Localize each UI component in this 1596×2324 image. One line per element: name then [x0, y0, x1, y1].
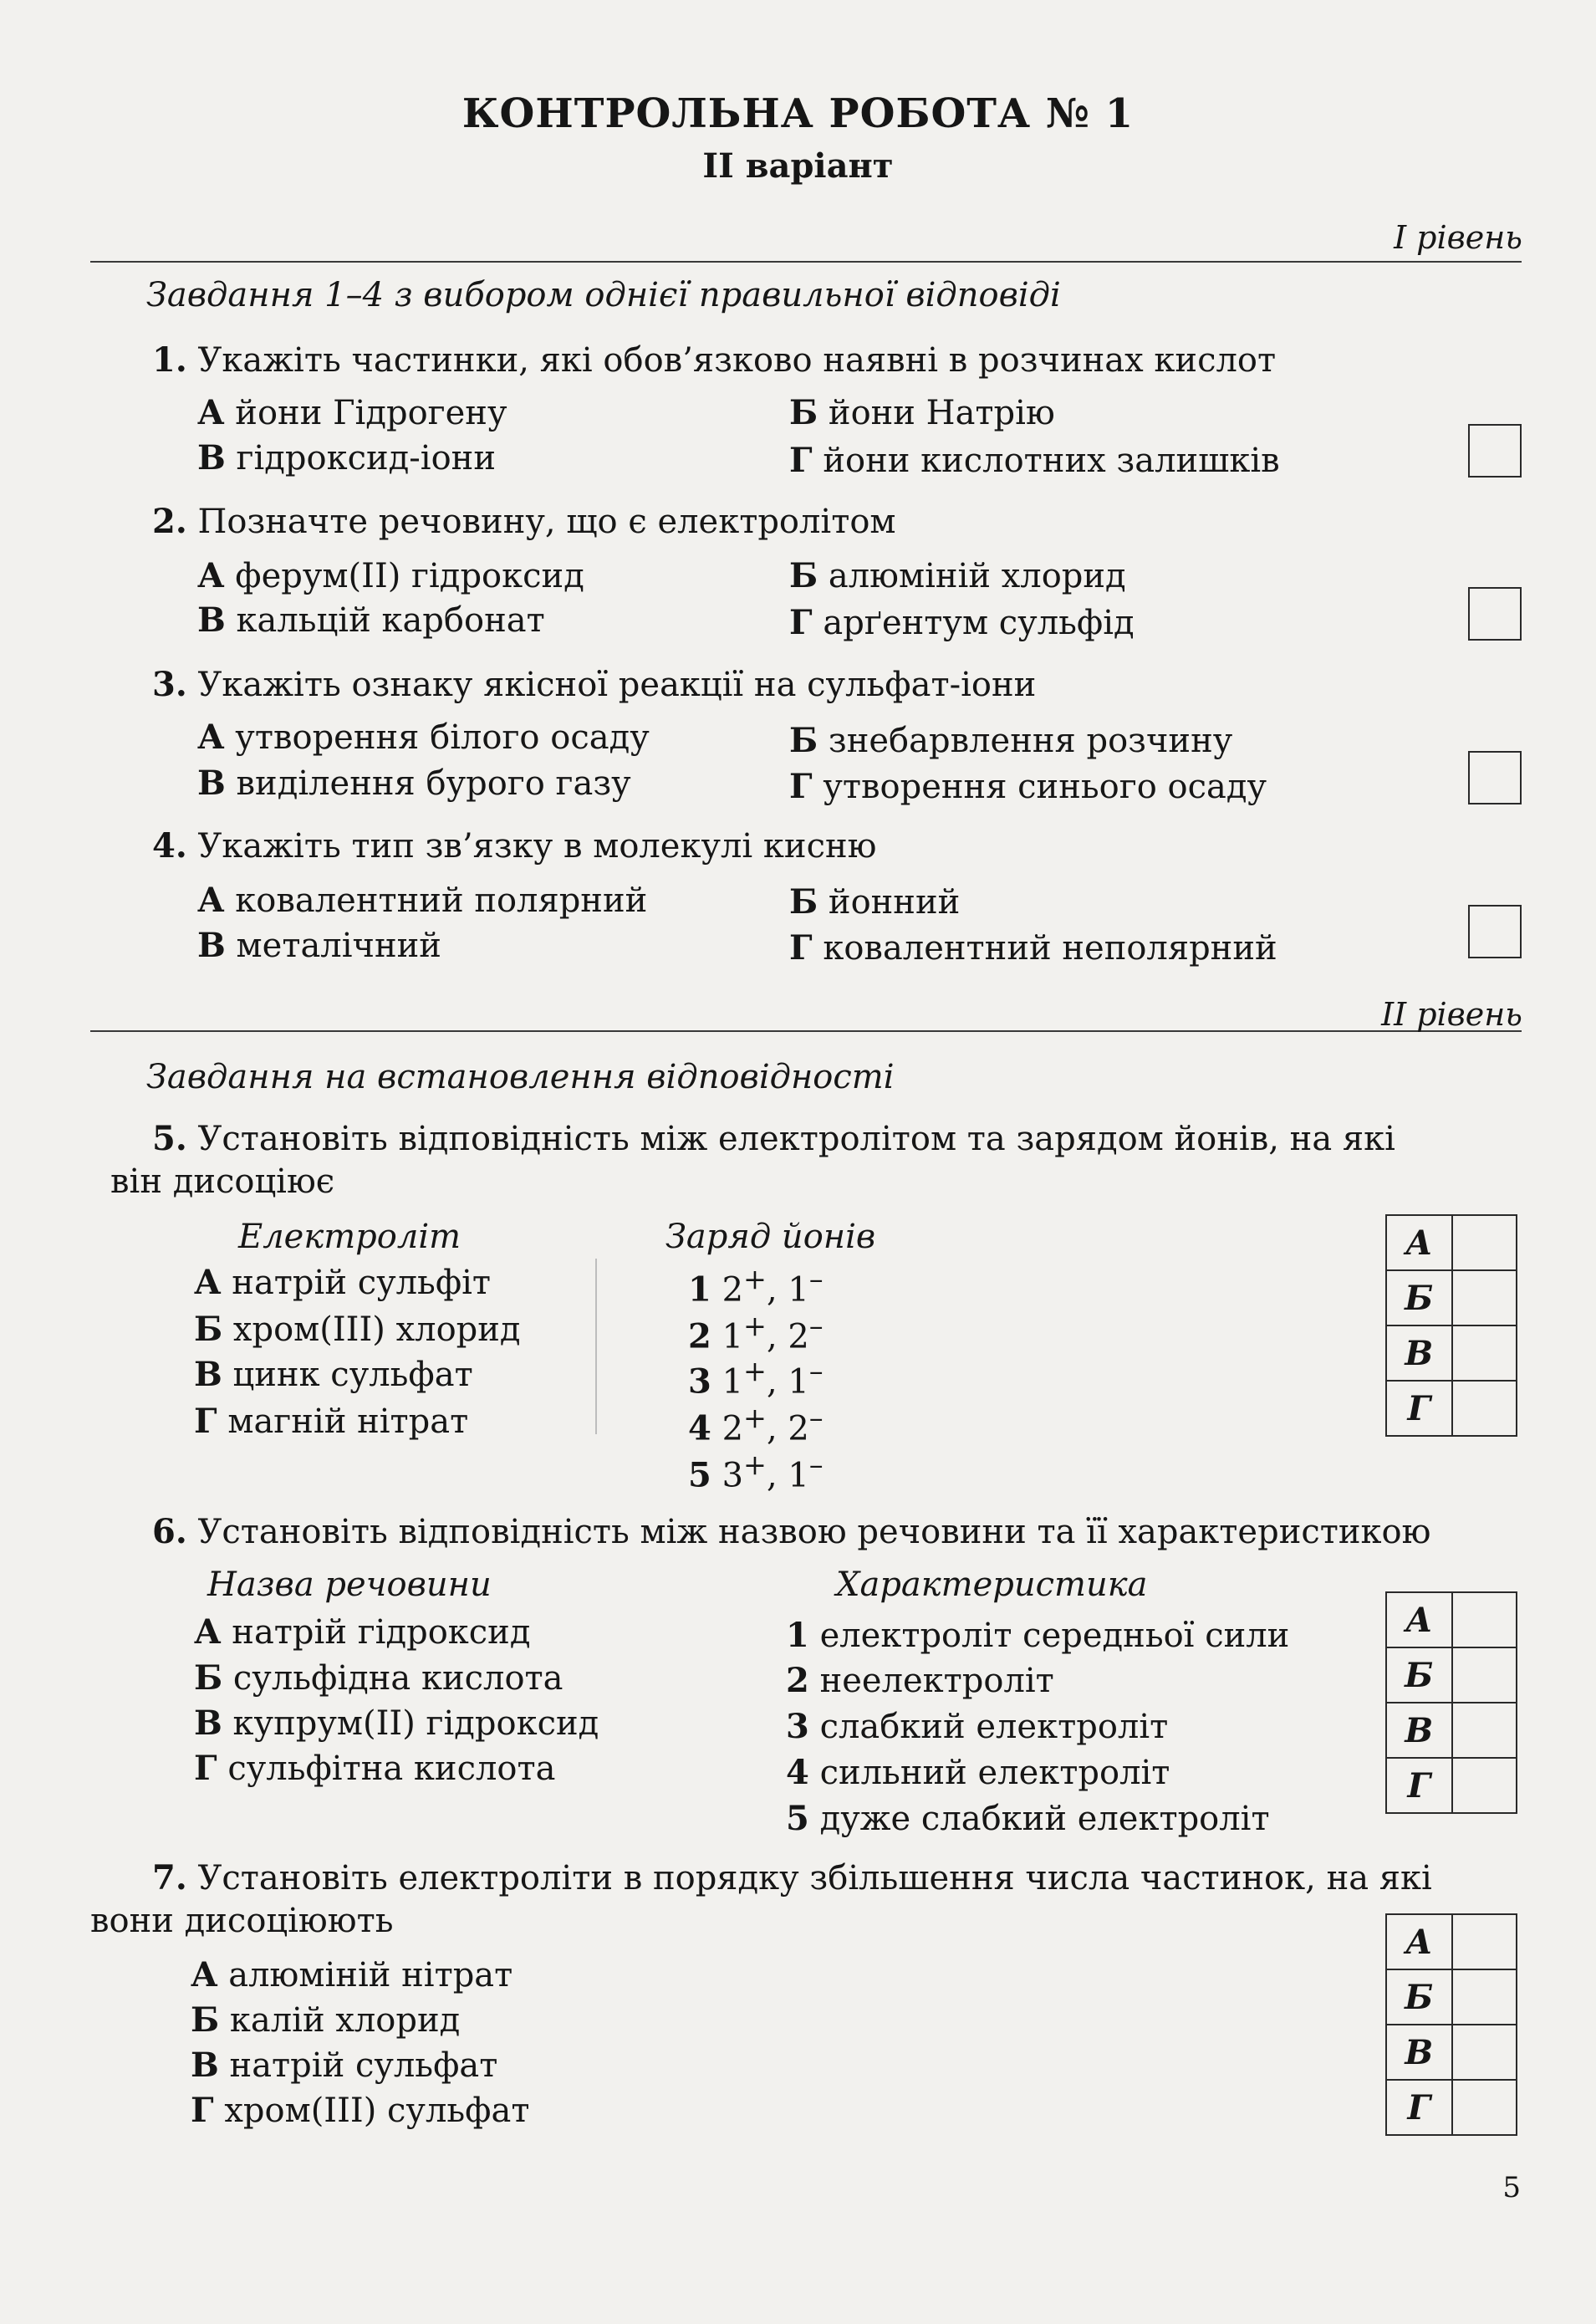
grid-cell[interactable]: [1452, 1703, 1517, 1758]
column-header-substance: Назва речовини: [207, 1566, 492, 1604]
option-g: Г арґентум сульфід: [789, 603, 1135, 642]
variant-title: II варіант: [702, 146, 894, 186]
answer-grid-6: [1385, 1591, 1517, 1814]
grid-cell[interactable]: [1452, 1381, 1517, 1436]
grid-label-a: А: [1386, 1914, 1452, 1969]
option-a: А ферум(II) гідроксид: [197, 556, 584, 595]
question-text: Позначте речовину, що є електролітом: [197, 503, 896, 541]
answer-grid-7: [1385, 1913, 1517, 2136]
option-v: В гідроксид-іони: [197, 438, 496, 478]
grid-cell[interactable]: [1452, 2080, 1517, 2135]
section-2-heading: Завдання на встановлення відповідності: [146, 1058, 895, 1096]
grid-cell[interactable]: [1452, 1647, 1517, 1703]
section-1-heading: Завдання 1–4 з вибором однієї правильної відповіді: [146, 276, 1061, 314]
answer-box-4[interactable]: [1468, 905, 1522, 958]
answer-box-2[interactable]: [1468, 587, 1522, 641]
grid-cell[interactable]: [1452, 1325, 1517, 1381]
grid-label-a: А: [1386, 1215, 1452, 1270]
q5-right-5: 5 3+, 1–: [688, 1448, 823, 1495]
question-5: 5. Установіть відповідність між електролітом та зарядом йонів, на які: [152, 1119, 1395, 1158]
level-1-label: I рівень: [1394, 219, 1522, 256]
grid-cell[interactable]: [1452, 1914, 1517, 1969]
q6-right-5: 5 дуже слабкий електроліт: [786, 1799, 1270, 1838]
option-b: Б знебарвлення розчину: [789, 721, 1233, 760]
grid-label-a: А: [1386, 1592, 1452, 1647]
q6-right-4: 4 сильний електроліт: [786, 1753, 1170, 1792]
grid-label-g: Г: [1386, 1381, 1452, 1436]
question-text: Укажіть тип зв’язку в молекулі кисню: [197, 827, 877, 866]
column-separator: [595, 1259, 597, 1434]
q5-left-b: Б хром(III) хлорид: [194, 1310, 521, 1349]
grid-label-b: Б: [1386, 1647, 1452, 1703]
q6-left-b: Б сульфідна кислота: [194, 1658, 563, 1698]
option-g: Г утворення синього осаду: [789, 767, 1267, 806]
answer-box-1[interactable]: [1468, 424, 1522, 478]
q5-right-3: 3 1+, 1–: [688, 1355, 823, 1402]
question-text: Укажіть частинки, які обов’язково наявні в розчинах кислот: [197, 341, 1277, 380]
q5-right-2: 2 1+, 2–: [688, 1310, 823, 1356]
column-header-characteristic: Характеристика: [836, 1566, 1148, 1604]
grid-cell[interactable]: [1452, 1215, 1517, 1270]
q6-right-2: 2 неелектроліт: [786, 1661, 1054, 1700]
q7-item-b: Б калій хлорид: [191, 2000, 461, 2040]
option-b: Б йони Натрію: [789, 393, 1055, 432]
level-2-label: II рівень: [1381, 996, 1522, 1033]
option-a: А утворення білого осаду: [197, 718, 650, 757]
option-b: Б йонний: [789, 882, 961, 922]
grid-label-v: В: [1386, 2025, 1452, 2080]
page-title: КОНТРОЛЬНА РОБОТА № 1: [461, 90, 1135, 137]
question-1: 1. Укажіть частинки, які обов’язково наявні в розчинах кислот: [152, 340, 1277, 380]
q5-left-g: Г магній нітрат: [194, 1402, 469, 1441]
question-text: Установіть відповідність між електролітом та зарядом йонів, на які: [197, 1120, 1395, 1158]
question-text: Установіть відповідність між назвою речовини та її характеристикою: [197, 1513, 1431, 1551]
option-a: А ковалентний полярний: [197, 881, 648, 920]
question-5-text-cont: він дисоціює: [110, 1162, 335, 1201]
divider: [90, 1030, 1522, 1032]
grid-cell[interactable]: [1452, 2025, 1517, 2080]
option-g: Г ковалентний неполярний: [789, 928, 1277, 968]
grid-label-v: В: [1386, 1325, 1452, 1381]
grid-label-b: Б: [1386, 1969, 1452, 2025]
answer-grid-5: [1385, 1214, 1517, 1437]
option-v: В металічний: [197, 926, 441, 965]
q6-left-a: А натрій гідроксид: [194, 1612, 531, 1652]
column-header-ion-charge: Заряд йонів: [665, 1218, 876, 1256]
grid-label-v: В: [1386, 1703, 1452, 1758]
divider: [90, 261, 1522, 263]
question-7-text-cont: вони дисоціюють: [90, 1902, 394, 1940]
q6-left-v: В купрум(II) гідроксид: [194, 1703, 599, 1743]
q7-item-g: Г хром(III) сульфат: [191, 2091, 530, 2130]
question-6: 6. Установіть відповідність між назвою речовини та її характеристикою: [152, 1512, 1431, 1551]
grid-label-g: Г: [1386, 1758, 1452, 1813]
q6-right-3: 3 слабкий електроліт: [786, 1707, 1169, 1746]
q5-left-v: В цинк сульфат: [194, 1355, 473, 1394]
column-header-electrolyte: Електроліт: [238, 1218, 461, 1256]
question-3: 3. Укажіть ознаку якісної реакції на сульфат-іони: [152, 665, 1037, 704]
q6-right-1: 1 електроліт середньої сили: [786, 1616, 1290, 1655]
answer-box-3[interactable]: [1468, 751, 1522, 804]
option-v: В кальцій карбонат: [197, 600, 545, 640]
q7-item-a: А алюміній нітрат: [191, 1955, 513, 1995]
question-4: 4. Укажіть тип зв’язку в молекулі кисню: [152, 826, 877, 866]
option-v: В виділення бурого газу: [197, 764, 631, 803]
option-b: Б алюміній хлорид: [789, 556, 1126, 595]
question-2: 2. Позначте речовину, що є електролітом: [152, 502, 896, 541]
option-g: Г йони кислотних залишків: [789, 441, 1280, 480]
q5-right-4: 4 2+, 2–: [688, 1402, 823, 1448]
q6-left-g: Г сульфітна кислота: [194, 1749, 556, 1788]
grid-label-b: Б: [1386, 1270, 1452, 1325]
q5-left-a: А натрій сульфіт: [194, 1263, 492, 1302]
page-number: 5: [1502, 2171, 1521, 2204]
question-text: Укажіть ознаку якісної реакції на сульфат-іони: [197, 666, 1037, 704]
grid-cell[interactable]: [1452, 1758, 1517, 1813]
q5-right-1: 1 2+, 1–: [688, 1263, 823, 1310]
grid-cell[interactable]: [1452, 1592, 1517, 1647]
question-7: 7. Установіть електроліти в порядку збільшення числа частинок, на які: [152, 1858, 1432, 1898]
grid-label-g: Г: [1386, 2080, 1452, 2135]
grid-cell[interactable]: [1452, 1270, 1517, 1325]
grid-cell[interactable]: [1452, 1969, 1517, 2025]
question-text: Установіть електроліти в порядку збільшення числа частинок, на які: [197, 1859, 1432, 1898]
option-a: А йони Гідрогену: [197, 393, 507, 432]
q7-item-v: В натрій сульфат: [191, 2046, 498, 2085]
